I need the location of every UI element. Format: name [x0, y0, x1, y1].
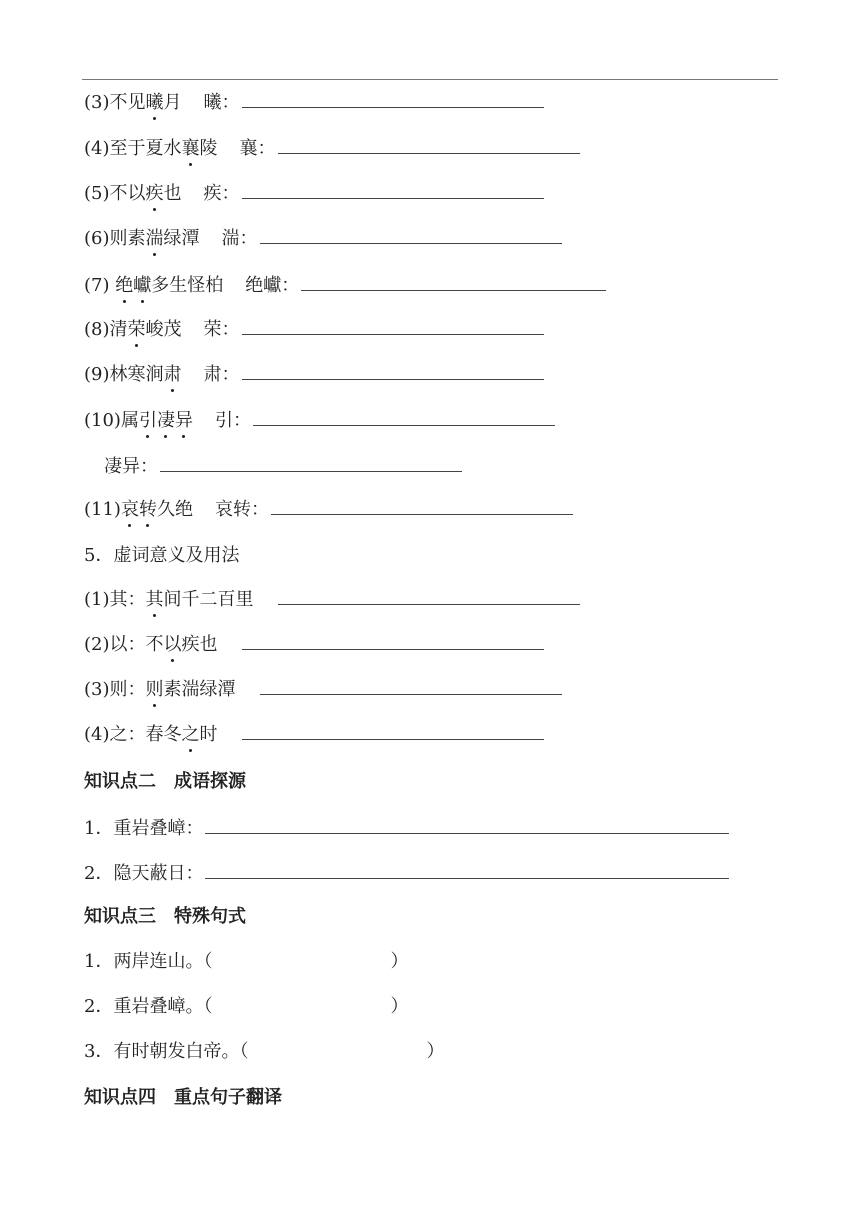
vocab-item-7: (7) 绝巘多生怪柏 绝巘：: [84, 274, 606, 297]
sentence-3: 3．有时朝发白帝。（ ）: [84, 1041, 445, 1062]
vocab-item-5: (5)不以疾也 疾：: [84, 182, 544, 205]
header-rule: [82, 79, 778, 80]
section-5-title: 5．虚词意义及用法: [84, 545, 240, 566]
function-word-2: (2)以：不以疾也: [84, 633, 544, 656]
answer-blank[interactable]: [260, 678, 562, 695]
function-word-4: (4)之：春冬之时: [84, 723, 544, 746]
vocab-item-8: (8)清荣峻茂 荣：: [84, 318, 544, 341]
sentence-2: 2．重岩叠嶂。（ ）: [84, 996, 409, 1017]
answer-blank[interactable]: [242, 723, 544, 740]
section-heading-2: 知识点二 成语探源: [84, 771, 246, 792]
vocab-item-3: (3)不见曦月 曦：: [84, 91, 544, 114]
vocab-item-6: (6)则素湍绿潭 湍：: [84, 227, 562, 250]
answer-blank[interactable]: [242, 633, 544, 650]
answer-blank[interactable]: [278, 137, 580, 154]
idiom-2: 2．隐天蔽日：: [84, 862, 729, 885]
vocab-item-11: (11)哀转久绝 哀转：: [84, 498, 573, 521]
answer-blank[interactable]: [260, 227, 562, 244]
answer-blank[interactable]: [242, 182, 544, 199]
vocab-item-10b: 凄异：: [104, 455, 462, 478]
answer-blank[interactable]: [205, 817, 729, 834]
answer-blank[interactable]: [242, 363, 544, 380]
sentence-1: 1．两岸连山。（ ）: [84, 951, 409, 972]
vocab-item-4: (4)至于夏水襄陵 襄：: [84, 137, 580, 160]
vocab-item-10: (10)属引凄异 引：: [84, 409, 555, 432]
section-heading-4: 知识点四 重点句子翻译: [84, 1087, 282, 1108]
answer-blank[interactable]: [271, 498, 573, 515]
function-word-1: (1)其：其间千二百里: [84, 588, 580, 611]
answer-blank[interactable]: [205, 862, 729, 879]
answer-blank[interactable]: [278, 588, 580, 605]
idiom-1: 1．重岩叠嶂：: [84, 817, 729, 840]
answer-blank[interactable]: [253, 409, 555, 426]
answer-blank[interactable]: [242, 318, 544, 335]
function-word-3: (3)则：则素湍绿潭: [84, 678, 562, 701]
section-heading-3: 知识点三 特殊句式: [84, 906, 246, 927]
answer-blank[interactable]: [301, 274, 606, 291]
vocab-item-9: (9)林寒涧肃 肃：: [84, 363, 544, 386]
answer-blank[interactable]: [242, 91, 544, 108]
answer-blank[interactable]: [160, 455, 462, 472]
